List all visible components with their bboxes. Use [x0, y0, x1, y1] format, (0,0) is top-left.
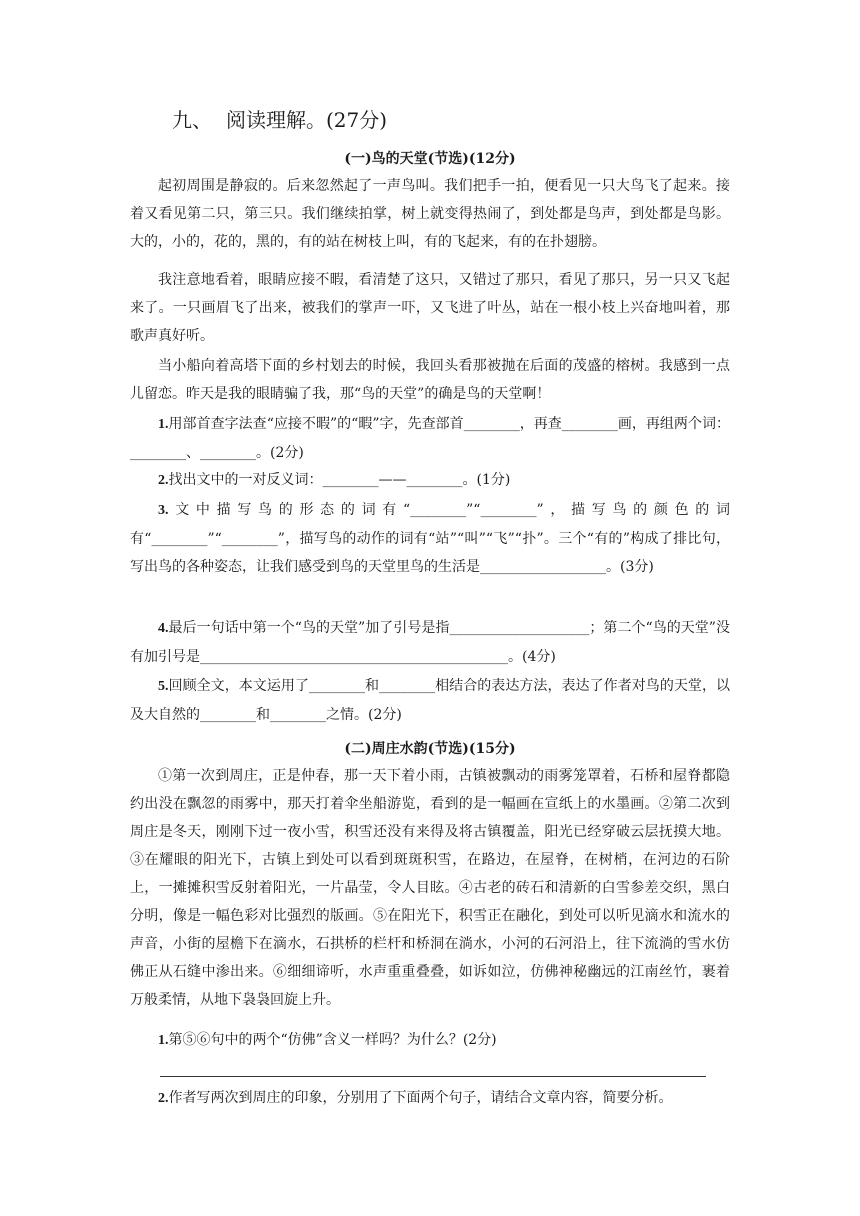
question-5	[130, 672, 730, 729]
question-text: 最后一句话中第一个“鸟的天堂”加了引号是指____________________；第二个“鸟的天堂”没有加引号是____________________________________________。(4分)	[130, 620, 730, 665]
question-text: 第⑤⑥句中的两个“仿佛”含义一样吗？为什么？(2分)	[168, 1032, 497, 1048]
question-text: 用部首查字法查“应接不暇”的“暇”字，先查部首________，再查________画，再组两个词：________、________。(2分)	[130, 416, 730, 461]
question-number: 3.	[158, 503, 169, 518]
question-text: 文中描写鸟的形态的词有“________”“________”，描写鸟的颜色的词有“________”“________”，描写鸟的动作的词有“站”“叫”“飞”“扑”。三个“有的”构成了排比句，写出鸟的各种姿态，让我们感受到鸟的天堂里鸟的生活是__________________。(3分)	[130, 502, 730, 575]
question-text: 找出文中的一对反义词：________——________。(1分)	[168, 472, 511, 488]
question-number: 2.	[158, 1091, 169, 1106]
question-number: 5.	[158, 679, 169, 694]
question-number: 1.	[158, 1033, 169, 1048]
passage1-paragraph: 当小船向着高塔下面的乡村划去的时候，我回头看那被抛在后面的茂盛的榕树。我感到一点儿留恋。昨天是我的眼睛骗了我，那“鸟的天堂”的确是鸟的天堂啊！	[130, 358, 730, 402]
question-1	[130, 410, 730, 467]
passage1-paragraph: 我注意地看着，眼睛应接不暇，看清楚了这只，又错过了那只，看见了那只，另一只又飞起来了。一只画眉飞了出来，被我们的掌声一吓，又飞进了叶丛，站在一根小枝上兴奋地叫着，那歌声真好听。	[130, 272, 730, 344]
question-number: 4.	[158, 621, 169, 636]
question-3	[130, 496, 730, 581]
section-heading	[172, 104, 387, 133]
question-number: 2.	[158, 473, 169, 488]
section-number: 九、	[172, 108, 212, 132]
question-2	[130, 466, 730, 495]
passage1-title: (一)鸟的天堂(节选)(12分)	[344, 151, 516, 167]
passage2-paragraph: ①第一次到周庄，正是仲春，那一天下着小雨，古镇被飘动的雨雾笼罩着，石桥和屋脊都隐约出没在飘忽的雨雾中，那天打着伞坐船游览，看到的是一幅画在宣纸上的水墨画。②第二次到周庄是冬天，刚刚下过一夜小雪，积雪还没有来得及将古镇覆盖，阳光已经穿破云层抚摸大地。③在耀眼的阳光下，古镇上到处可以看到斑斑积雪，在路边，在屋脊，在树梢，在河边的石阶上，一摊摊积雪反射着阳光，一片晶莹，令人目眩。④古老的砖石和清新的白雪参差交织，黑白分明，像是一幅色彩对比强烈的版画。⑤在阳光下，积雪正在融化，到处可以听见滴水和流水的声音，小街的屋檐下在滴水，石拱桥的栏杆和桥洞在淌水，小河的石河沿上，往下流淌的雪水仿佛正从石缝中渗出来。⑥细细谛听，水声重重叠叠，如诉如泣，仿佛神秘幽远的江南丝竹，裹着万般柔情，从地下袅袅回旋上升。	[130, 768, 730, 1008]
question-number: 1.	[158, 417, 169, 432]
passage1-paragraph: 起初周围是静寂的。后来忽然起了一声鸟叫。我们把手一拍，便看见一只大鸟飞了起来。接着又看见第二只，第三只。我们继续拍掌，树上就变得热闹了，到处都是鸟声，到处都是鸟影。大的，小的，花的，黑的，有的站在树枝上叫，有的飞起来，有的在扑翅膀。	[130, 178, 730, 250]
question-text: 回顾全文，本文运用了________和________相结合的表达方法，表达了作者对鸟的天堂，以及大自然的________和________之情。(2分)	[130, 678, 730, 723]
answer-line[interactable]	[160, 1076, 706, 1077]
section-title: 阅读理解。(27分)	[226, 108, 388, 132]
passage2-title: (二)周庄水韵(节选)(15分)	[344, 741, 516, 757]
passage2-question-2	[130, 1084, 730, 1113]
question-text: 作者写两次到周庄的印象，分别用了下面两个句子，请结合文章内容，简要分析。	[168, 1090, 673, 1106]
question-4	[130, 614, 730, 671]
passage2-question-1	[130, 1026, 730, 1055]
